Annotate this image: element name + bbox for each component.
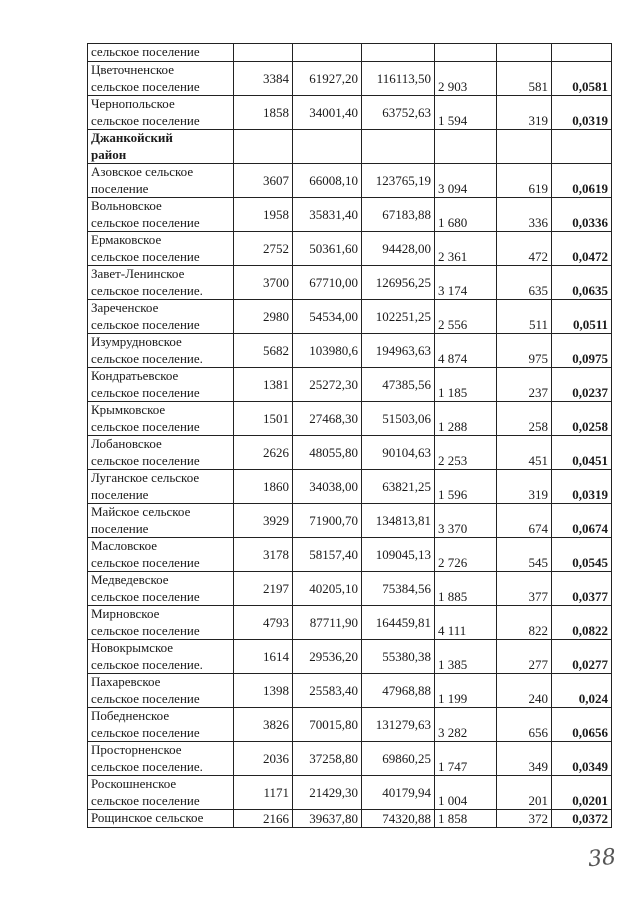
settlement-name-cell xyxy=(88,674,234,708)
share-count-cell: 1 594 xyxy=(435,96,497,130)
amount-cell: 545 xyxy=(497,538,552,572)
population-cell: 4793 xyxy=(234,606,293,640)
coefficient-cell: 0,0619 xyxy=(552,164,612,198)
share-count-cell: 1 680 xyxy=(435,198,497,232)
settlement-name-cell xyxy=(88,232,234,266)
coefficient-cell: 0,0656 xyxy=(552,708,612,742)
amount-cell: 472 xyxy=(497,232,552,266)
amount-cell: 451 xyxy=(497,436,552,470)
population-cell: 3607 xyxy=(234,164,293,198)
settlement-name-line: сельское поселение xyxy=(91,452,200,468)
coefficient-cell: 0,0336 xyxy=(552,198,612,232)
settlement-name-cell xyxy=(88,776,234,810)
settlement-name-line: Луганское сельское xyxy=(91,470,200,485)
amount-cell xyxy=(497,130,552,164)
share-count-cell: 1 004 xyxy=(435,776,497,810)
coefficient-cell: 0,0674 xyxy=(552,504,612,538)
share-count-cell: 1 288 xyxy=(435,402,497,436)
sum-b-cell: 47968,88 xyxy=(362,674,435,708)
settlement-name-line: сельское поселение xyxy=(91,588,200,604)
share-count-cell xyxy=(435,44,497,62)
population-cell: 1381 xyxy=(234,368,293,402)
settlement-name-line: сельское поселение. xyxy=(91,758,203,774)
settlement-name-line: Зареченское xyxy=(91,300,159,315)
settlement-name-line: Медведевское xyxy=(91,572,169,587)
settlement-name-line: Завет-Ленинское xyxy=(91,266,185,281)
sum-a-cell: 61927,20 xyxy=(293,62,362,96)
amount-cell: 674 xyxy=(497,504,552,538)
sum-b-cell: 90104,63 xyxy=(362,436,435,470)
population-cell: 1858 xyxy=(234,96,293,130)
settlement-name-line: Кондратьевское xyxy=(91,368,179,383)
amount-cell: 258 xyxy=(497,402,552,436)
sum-b-cell: 116113,50 xyxy=(362,62,435,96)
sum-b-cell: 126956,25 xyxy=(362,266,435,300)
settlement-name-line: сельское поселение xyxy=(91,554,200,570)
sum-b-cell: 47385,56 xyxy=(362,368,435,402)
table-row xyxy=(88,640,612,674)
population-cell: 2626 xyxy=(234,436,293,470)
share-count-cell: 3 370 xyxy=(435,504,497,538)
amount-cell xyxy=(497,44,552,62)
amount-cell: 581 xyxy=(497,62,552,96)
amount-cell: 656 xyxy=(497,708,552,742)
settlement-name-cell xyxy=(88,470,234,504)
table-row xyxy=(88,776,612,810)
sum-a-cell: 58157,40 xyxy=(293,538,362,572)
population-cell: 2980 xyxy=(234,300,293,334)
population-cell: 5682 xyxy=(234,334,293,368)
amount-cell: 822 xyxy=(497,606,552,640)
share-count-cell: 3 282 xyxy=(435,708,497,742)
population-cell: 1501 xyxy=(234,402,293,436)
settlement-name-cell xyxy=(88,44,234,62)
sum-b-cell: 75384,56 xyxy=(362,572,435,606)
amount-cell: 372 xyxy=(497,810,552,828)
population-cell: 1860 xyxy=(234,470,293,504)
amount-cell: 237 xyxy=(497,368,552,402)
population-cell: 3384 xyxy=(234,62,293,96)
amount-cell: 336 xyxy=(497,198,552,232)
coefficient-cell: 0,0822 xyxy=(552,606,612,640)
table-row xyxy=(88,402,612,436)
sum-b-cell: 194963,63 xyxy=(362,334,435,368)
settlement-name-line: сельское поселение xyxy=(91,724,200,740)
coefficient-cell: 0,0201 xyxy=(552,776,612,810)
table-row xyxy=(88,62,612,96)
coefficient-cell: 0,0635 xyxy=(552,266,612,300)
settlement-name-line: сельское поселение xyxy=(91,112,200,128)
sum-a-cell: 103980,6 xyxy=(293,334,362,368)
share-count-cell: 4 874 xyxy=(435,334,497,368)
table-row xyxy=(88,436,612,470)
table-row xyxy=(88,96,612,130)
table-row xyxy=(88,232,612,266)
table-row xyxy=(88,300,612,334)
amount-cell: 319 xyxy=(497,96,552,130)
settlement-name-line: поселение xyxy=(91,180,149,196)
amount-cell: 240 xyxy=(497,674,552,708)
settlement-name-line: Лобановское xyxy=(91,436,162,451)
population-cell: 1171 xyxy=(234,776,293,810)
settlement-name-line: сельское поселение xyxy=(91,792,200,808)
table-row xyxy=(88,198,612,232)
coefficient-cell xyxy=(552,130,612,164)
settlement-name-line: Пахаревское xyxy=(91,674,161,689)
sum-b-cell xyxy=(362,130,435,164)
sum-a-cell: 67710,00 xyxy=(293,266,362,300)
settlement-name-line: район xyxy=(91,146,127,162)
sum-a-cell: 50361,60 xyxy=(293,232,362,266)
settlement-name-line: поселение xyxy=(91,486,149,502)
settlement-name-line: Рощинское сельское xyxy=(91,810,204,826)
settlement-name-cell xyxy=(88,810,234,828)
sum-a-cell: 87711,90 xyxy=(293,606,362,640)
sum-a-cell: 27468,30 xyxy=(293,402,362,436)
population-cell: 1614 xyxy=(234,640,293,674)
amount-cell: 975 xyxy=(497,334,552,368)
share-count-cell: 2 903 xyxy=(435,62,497,96)
settlement-name-line: Масловское xyxy=(91,538,158,553)
sum-b-cell: 69860,25 xyxy=(362,742,435,776)
sum-b-cell: 109045,13 xyxy=(362,538,435,572)
population-cell: 3700 xyxy=(234,266,293,300)
settlement-name-line: сельское поселение. xyxy=(91,350,203,366)
settlement-name-cell xyxy=(88,164,234,198)
coefficient-cell: 0,0372 xyxy=(552,810,612,828)
table-row xyxy=(88,708,612,742)
share-count-cell: 1 747 xyxy=(435,742,497,776)
sum-b-cell: 134813,81 xyxy=(362,504,435,538)
coefficient-cell: 0,0975 xyxy=(552,334,612,368)
settlement-name-line: Вольновское xyxy=(91,198,162,213)
settlement-name-line: Ермаковское xyxy=(91,232,162,247)
settlement-name-line: Азовское сельское xyxy=(91,164,194,179)
share-count-cell: 1 185 xyxy=(435,368,497,402)
sum-a-cell: 37258,80 xyxy=(293,742,362,776)
coefficient-cell: 0,0319 xyxy=(552,470,612,504)
settlement-name-cell xyxy=(88,266,234,300)
settlement-name-cell xyxy=(88,402,234,436)
sum-b-cell: 51503,06 xyxy=(362,402,435,436)
sum-a-cell: 21429,30 xyxy=(293,776,362,810)
amount-cell: 635 xyxy=(497,266,552,300)
settlement-name-line: сельское поселение xyxy=(91,316,200,332)
settlement-name-line: сельское поселение xyxy=(91,418,200,434)
coefficient-cell: 0,0545 xyxy=(552,538,612,572)
share-count-cell: 1 596 xyxy=(435,470,497,504)
settlement-name-cell xyxy=(88,198,234,232)
share-count-cell: 2 361 xyxy=(435,232,497,266)
population-cell: 1398 xyxy=(234,674,293,708)
sum-a-cell: 66008,10 xyxy=(293,164,362,198)
sum-b-cell: 63752,63 xyxy=(362,96,435,130)
sum-b-cell: 40179,94 xyxy=(362,776,435,810)
settlement-name-cell xyxy=(88,334,234,368)
share-count-cell: 1 858 xyxy=(435,810,497,828)
sum-b-cell: 67183,88 xyxy=(362,198,435,232)
population-cell: 3929 xyxy=(234,504,293,538)
amount-cell: 511 xyxy=(497,300,552,334)
sum-a-cell: 34001,40 xyxy=(293,96,362,130)
population-cell: 2197 xyxy=(234,572,293,606)
population-cell xyxy=(234,130,293,164)
sum-b-cell: 74320,88 xyxy=(362,810,435,828)
settlement-name-cell xyxy=(88,640,234,674)
settlement-name-line: Победненское xyxy=(91,708,170,723)
coefficient-cell: 0,0511 xyxy=(552,300,612,334)
coefficient-cell: 0,0472 xyxy=(552,232,612,266)
sum-a-cell: 70015,80 xyxy=(293,708,362,742)
settlement-name-line: Просторненское xyxy=(91,742,182,757)
table-row xyxy=(88,368,612,402)
settlement-name-line: Майское сельское xyxy=(91,504,191,519)
table-row xyxy=(88,674,612,708)
share-count-cell: 2 726 xyxy=(435,538,497,572)
coefficient-cell: 0,0349 xyxy=(552,742,612,776)
amount-cell: 277 xyxy=(497,640,552,674)
coefficient-cell: 0,0237 xyxy=(552,368,612,402)
population-cell: 1958 xyxy=(234,198,293,232)
settlement-name-line: сельское поселение. xyxy=(91,282,203,298)
settlement-name-line: Мирновское xyxy=(91,606,160,621)
settlement-name-line: поселение xyxy=(91,520,149,536)
settlement-name-cell xyxy=(88,436,234,470)
settlement-name-line: Роскошненское xyxy=(91,776,177,791)
settlement-name-line: сельское поселение xyxy=(91,44,200,60)
coefficient-cell: 0,0377 xyxy=(552,572,612,606)
settlement-name-cell xyxy=(88,96,234,130)
population-cell: 3826 xyxy=(234,708,293,742)
table-row xyxy=(88,606,612,640)
share-count-cell: 3 174 xyxy=(435,266,497,300)
share-count-cell: 1 385 xyxy=(435,640,497,674)
settlement-name-cell xyxy=(88,572,234,606)
table-row xyxy=(88,266,612,300)
settlement-name-line: Крымковское xyxy=(91,402,166,417)
settlement-name-cell xyxy=(88,62,234,96)
settlement-name-cell xyxy=(88,606,234,640)
table-row xyxy=(88,572,612,606)
settlement-name-line: сельское поселение. xyxy=(91,656,203,672)
table-row xyxy=(88,44,612,62)
settlement-name-cell xyxy=(88,742,234,776)
share-count-cell: 2 253 xyxy=(435,436,497,470)
amount-cell: 201 xyxy=(497,776,552,810)
settlement-name-line: сельское поселение xyxy=(91,78,200,94)
sum-a-cell: 34038,00 xyxy=(293,470,362,504)
coefficient-cell: 0,0319 xyxy=(552,96,612,130)
coefficient-cell: 0,024 xyxy=(552,674,612,708)
settlement-name-cell xyxy=(88,300,234,334)
sum-b-cell: 131279,63 xyxy=(362,708,435,742)
settlement-name-line: Новокрымское xyxy=(91,640,174,655)
population-cell: 3178 xyxy=(234,538,293,572)
table-row xyxy=(88,164,612,198)
sum-a-cell xyxy=(293,44,362,62)
allocation-table xyxy=(87,43,612,828)
table-row xyxy=(88,334,612,368)
sum-a-cell: 48055,80 xyxy=(293,436,362,470)
table-row xyxy=(88,810,612,828)
share-count-cell: 2 556 xyxy=(435,300,497,334)
amount-cell: 619 xyxy=(497,164,552,198)
population-cell: 2752 xyxy=(234,232,293,266)
settlement-name-line: сельское поселение xyxy=(91,384,200,400)
coefficient-cell: 0,0258 xyxy=(552,402,612,436)
sum-a-cell xyxy=(293,130,362,164)
settlement-name-line: Чернопольское xyxy=(91,96,175,111)
table-row xyxy=(88,470,612,504)
settlement-name-line: Цветочненское xyxy=(91,62,174,77)
sum-a-cell: 29536,20 xyxy=(293,640,362,674)
sum-a-cell: 25583,40 xyxy=(293,674,362,708)
population-cell: 2166 xyxy=(234,810,293,828)
sum-b-cell: 94428,00 xyxy=(362,232,435,266)
share-count-cell xyxy=(435,130,497,164)
page-number: 38 xyxy=(586,844,618,873)
sum-b-cell: 102251,25 xyxy=(362,300,435,334)
coefficient-cell xyxy=(552,44,612,62)
coefficient-cell: 0,0581 xyxy=(552,62,612,96)
settlement-name-cell xyxy=(88,708,234,742)
table-row xyxy=(88,538,612,572)
share-count-cell: 4 111 xyxy=(435,606,497,640)
settlement-name-line: сельское поселение xyxy=(91,248,200,264)
sum-b-cell xyxy=(362,44,435,62)
coefficient-cell: 0,0277 xyxy=(552,640,612,674)
sum-b-cell: 164459,81 xyxy=(362,606,435,640)
sum-a-cell: 71900,70 xyxy=(293,504,362,538)
settlement-name-line: Джанкойский xyxy=(91,130,173,145)
population-cell xyxy=(234,44,293,62)
sum-a-cell: 35831,40 xyxy=(293,198,362,232)
sum-b-cell: 123765,19 xyxy=(362,164,435,198)
sum-a-cell: 40205,10 xyxy=(293,572,362,606)
sum-a-cell: 25272,30 xyxy=(293,368,362,402)
sum-b-cell: 55380,38 xyxy=(362,640,435,674)
settlement-name-line: сельское поселение xyxy=(91,690,200,706)
sum-b-cell: 63821,25 xyxy=(362,470,435,504)
table-row xyxy=(88,504,612,538)
share-count-cell: 1 199 xyxy=(435,674,497,708)
sum-a-cell: 54534,00 xyxy=(293,300,362,334)
settlement-name-line: Изумрудновское xyxy=(91,334,182,349)
amount-cell: 319 xyxy=(497,470,552,504)
settlement-name-line: сельское поселение xyxy=(91,622,200,638)
settlement-name-line: сельское поселение xyxy=(91,214,200,230)
settlement-name-cell xyxy=(88,538,234,572)
amount-cell: 349 xyxy=(497,742,552,776)
share-count-cell: 1 885 xyxy=(435,572,497,606)
share-count-cell: 3 094 xyxy=(435,164,497,198)
table-body xyxy=(88,44,612,828)
amount-cell: 377 xyxy=(497,572,552,606)
settlement-name-cell xyxy=(88,504,234,538)
settlement-name-cell xyxy=(88,130,234,164)
coefficient-cell: 0,0451 xyxy=(552,436,612,470)
district-row xyxy=(88,130,612,164)
sum-a-cell: 39637,80 xyxy=(293,810,362,828)
table-row xyxy=(88,742,612,776)
settlement-name-cell xyxy=(88,368,234,402)
population-cell: 2036 xyxy=(234,742,293,776)
